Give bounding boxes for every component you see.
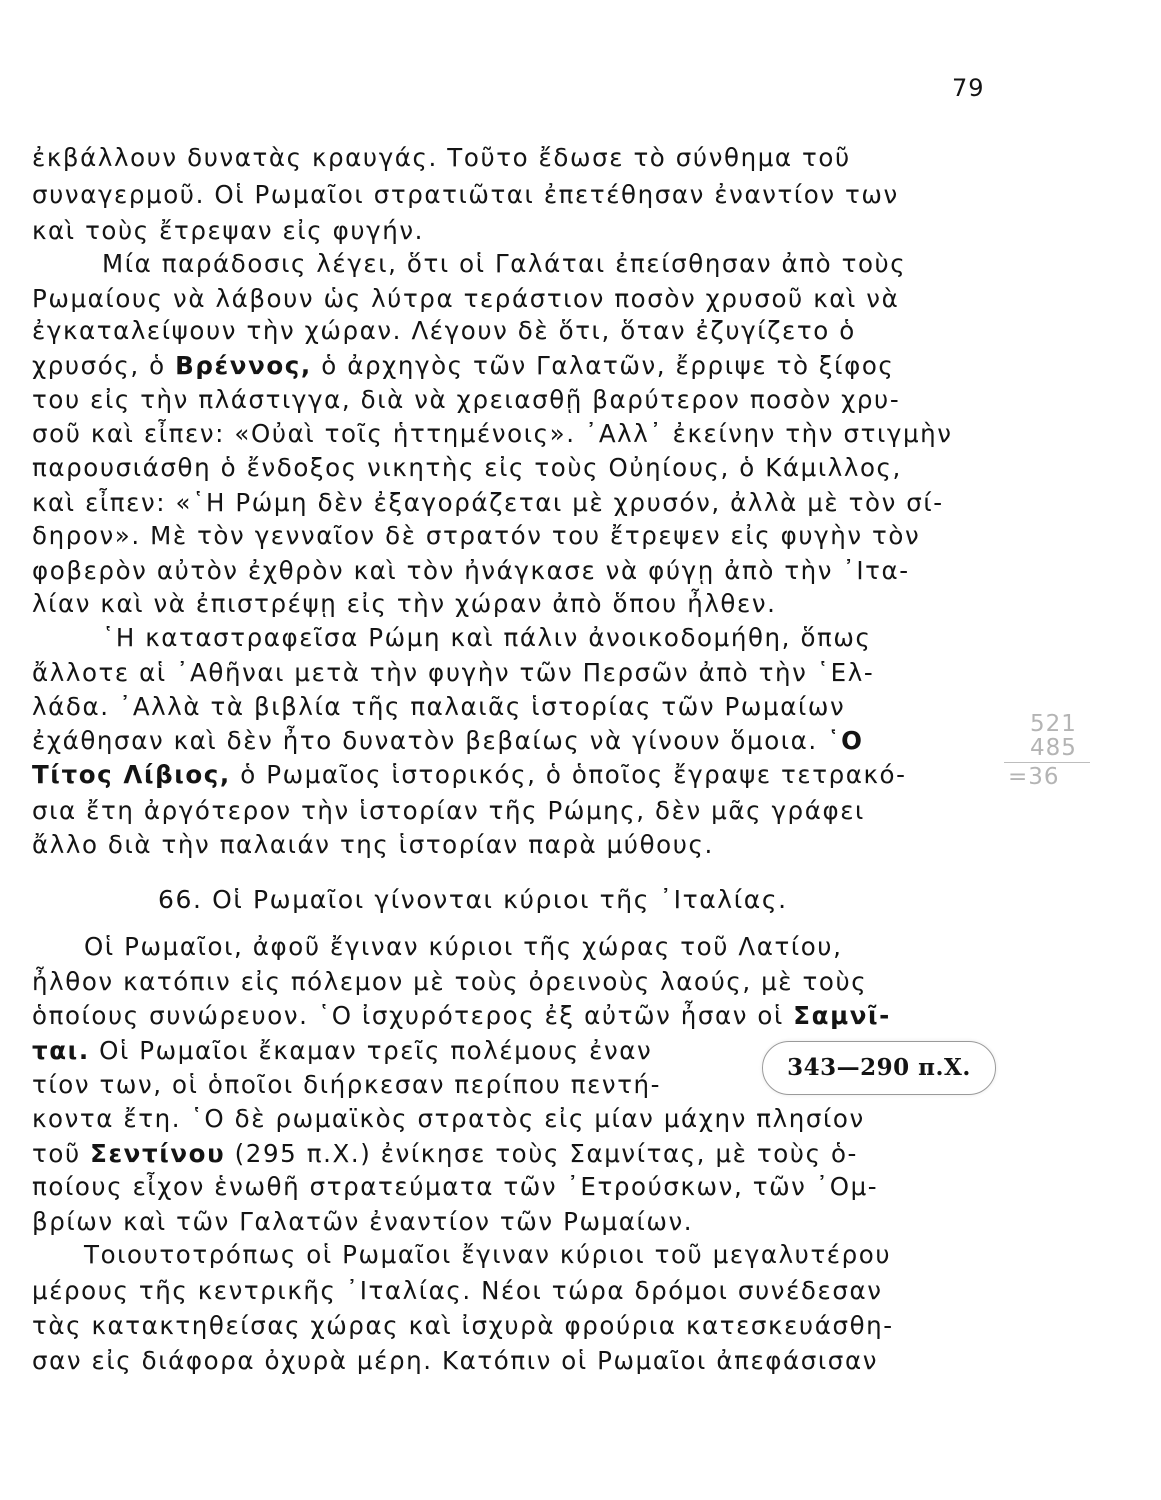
text-run: (295 π.Χ.) ἐνίκησε τοὺς Σαμνίτας, μὲ τοὺς ὁ- <box>225 1139 858 1168</box>
text-line: ῾Η καταστραφεῖσα Ρώμη καὶ πάλιν ἀνοικοδομήθη, ὅπως <box>102 623 872 652</box>
text-run: ὁποίους συνώρευον. ῾Ο ἰσχυρότερος ἐξ αὐτῶν ἦσαν οἱ <box>32 1001 794 1030</box>
text-line: τίον των, οἱ ὁποῖοι διήρκεσαν περίπου πεντή- <box>32 1070 662 1099</box>
text-line: του εἰς τὴν πλάστιγγα, διὰ νὰ χρειασθῇ βαρύτερον ποσὸν χρυ- <box>32 385 901 414</box>
pencil-number: 485 <box>1030 735 1077 761</box>
text-run: ὁ ἀρχηγὸς τῶν Γαλατῶν, ἔρριψε τὸ ξίφος <box>311 351 895 380</box>
text-line: κοντα ἔτη. ῾Ο δὲ ρωμαϊκὸς στρατὸς εἰς μίαν μάχην πλησίον <box>32 1104 865 1133</box>
bold-name-sentinum: Σεντίνου <box>90 1139 226 1168</box>
text-line: δηρον». Μὲ τὸν γενναῖον δὲ στρατόν του ἔτρεψεν εἰς φυγὴν τὸν <box>32 521 921 550</box>
bold-name-samnites: Σαμνῖ- <box>793 1001 891 1030</box>
text-line <box>32 351 894 381</box>
bold-name-brennos: Βρέννος, <box>175 351 312 380</box>
bold-article: ῾Ο <box>827 726 864 755</box>
text-line: βρίων καὶ τῶν Γαλατῶν ἐναντίον τῶν Ρωμαίων. <box>32 1207 694 1236</box>
text-line <box>32 760 907 790</box>
page-number: 79 <box>952 74 985 102</box>
text-line: παρουσιάσθη ὁ ἔνδοξος νικητὴς εἰς τοὺς Οὐηίους, ὁ Κάμιλλος, <box>32 453 902 482</box>
text-line: μέρους τῆς κεντρικῆς ᾿Ιταλίας. Νέοι τώρα δρόμοι συνέδεσαν <box>32 1276 883 1305</box>
text-line: ἄλλοτε αἱ ᾿Αθῆναι μετὰ τὴν φυγὴν τῶν Περσῶν ἀπὸ τὴν ῾Ελ- <box>32 658 875 687</box>
text-line: σοῦ καὶ εἶπεν: «Οὐαὶ τοῖς ἡττημένοις». ᾿Αλλ᾿ ἐκείνην τὴν στιγμὴν <box>32 419 953 448</box>
text-line: ἐγκαταλείψουν τὴν χώραν. Λέγουν δὲ ὅτι, ὅταν ἐζυγίζετο ὁ <box>32 316 856 345</box>
text-line: λάδα. ᾿Αλλὰ τὰ βιβλία τῆς παλαιᾶς ἱστορίας τῶν Ρωμαίων <box>32 692 846 721</box>
bold-name-titus-livius: Τίτος Λίβιος, <box>32 760 231 789</box>
text-line: καὶ τοὺς ἔτρεψαν εἰς φυγήν. <box>32 216 425 245</box>
text-line: σια ἔτη ἀργότερον τὴν ἱστορίαν τῆς Ρώμης, δὲν μᾶς γράφει <box>32 796 865 825</box>
text-line: ἄλλο διὰ τὴν παλαιάν της ἱστορίαν παρὰ μύθους. <box>32 830 714 859</box>
text-line <box>32 1036 652 1066</box>
text-line: Οἱ Ρωμαῖοι, ἀφοῦ ἔγιναν κύριοι τῆς χώρας τοῦ Λατίου, <box>84 932 843 961</box>
text-line: καὶ εἶπεν: «῾Η Ρώμη δὲν ἐξαγοράζεται μὲ χρυσόν, ἀλλὰ μὲ τὸν σί- <box>32 488 944 517</box>
text-run: ἐχάθησαν καὶ δὲν ἦτο δυνατὸν βεβαίως νὰ γίνουν ὅμοια. <box>32 726 828 755</box>
pencil-number: =36 <box>1008 764 1060 790</box>
text-line: Ρωμαίους νὰ λάβουν ὡς λύτρα τεράστιον ποσὸν χρυσοῦ καὶ νὰ <box>32 284 900 313</box>
text-line: Τοιουτοτρόπως οἱ Ρωμαῖοι ἔγιναν κύριοι τοῦ μεγαλυτέρου <box>84 1240 892 1269</box>
text-line: τὰς κατακτηθείσας χώρας καὶ ἰσχυρὰ φρούρια κατεσκευάσθη- <box>32 1311 894 1340</box>
text-line: ἦλθον κατόπιν εἰς πόλεμον μὲ τοὺς ὀρεινοὺς λαούς, μὲ τοὺς <box>32 967 868 996</box>
text-line: σαν εἰς διάφορα ὀχυρὰ μέρη. Κατόπιν οἱ Ρωμαῖοι ἀπεφάσισαν <box>32 1346 878 1375</box>
text-line: Μία παράδοσις λέγει, ὅτι οἱ Γαλάται ἐπείσθησαν ἀπὸ τοὺς <box>102 249 907 278</box>
text-line: φοβερὸν αὐτὸν ἐχθρὸν καὶ τὸν ἠνάγκασε νὰ φύγῃ ἀπὸ τὴν ᾿Ιτα- <box>32 556 910 585</box>
section-heading: 66. Οἱ Ρωμαῖοι γίνονται κύριοι τῆς ᾿Ιταλίας. <box>158 885 788 914</box>
text-run: τοῦ <box>32 1139 91 1168</box>
text-line <box>32 726 864 756</box>
text-line <box>32 1139 858 1169</box>
bold-name-samnites-end: ται. <box>32 1036 90 1065</box>
text-run: ὁ Ρωμαῖος ἱστορικός, ὁ ὁποῖος ἔγραψε τετρακό- <box>230 760 907 789</box>
text-run: Οἱ Ρωμαῖοι ἔκαμαν τρεῖς πολέμους ἐναν <box>89 1036 653 1065</box>
text-line: συναγερμοῦ. Οἱ Ρωμαῖοι στρατιῶται ἐπετέθησαν ἐναντίον των <box>32 180 899 209</box>
pencil-number: 521 <box>1030 711 1077 737</box>
text-line: λίαν καὶ νὰ ἐπιστρέψῃ εἰς τὴν χώραν ἀπὸ ὅπου ἦλθεν. <box>32 589 777 618</box>
text-line: ποίους εἶχον ἑνωθῆ στρατεύματα τῶν ᾿Ετρούσκων, τῶν ᾿Ομ- <box>32 1172 879 1201</box>
text-line: ἐκβάλλουν δυνατὰς κραυγάς. Τοῦτο ἔδωσε τὸ σύνθημα τοῦ <box>32 143 851 172</box>
margin-date-box: 343—290 π.Χ. <box>762 1041 996 1095</box>
text-run: χρυσός, ὁ <box>32 351 176 380</box>
text-line <box>32 1001 891 1031</box>
pencil-rule <box>1004 762 1090 763</box>
pencil-annotation <box>1000 712 1110 789</box>
